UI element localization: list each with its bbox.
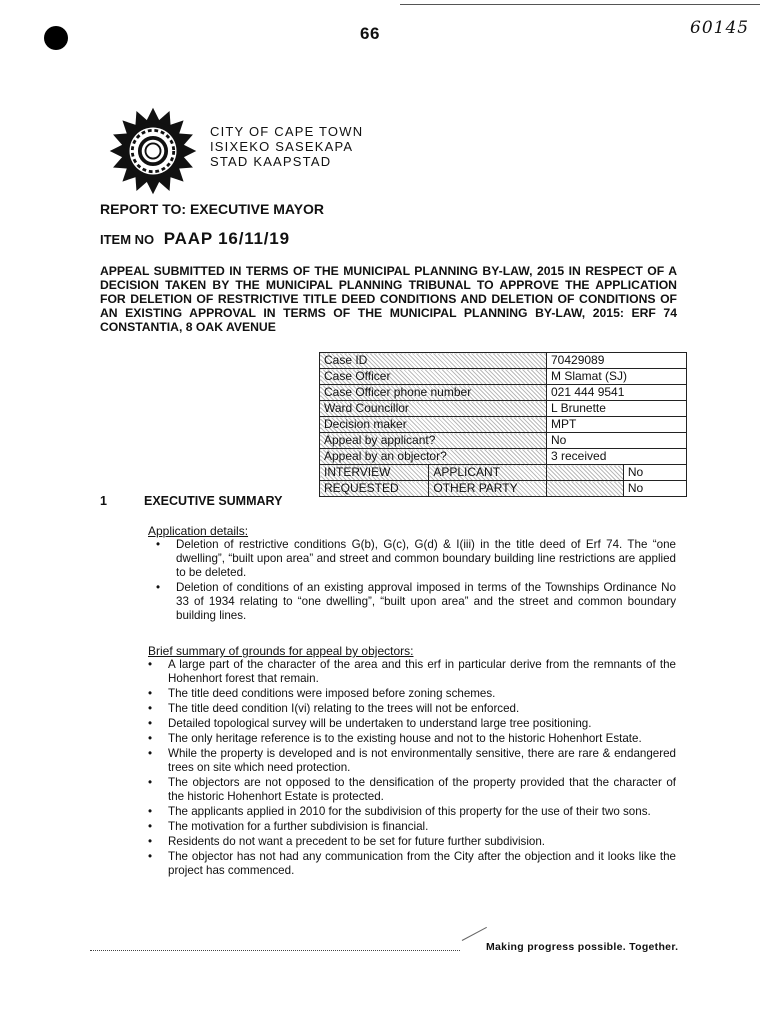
interview-cell: APPLICANT [429, 465, 547, 481]
footer-dotted-line [90, 950, 460, 951]
list-item: • Residents do not want a precedent to be set for future further subdivision. [144, 835, 676, 849]
case-row [320, 385, 687, 401]
case-row-value: MPT [547, 417, 687, 433]
interview-cell: No [623, 481, 686, 497]
list-item: • The motivation for a further subdivision is financial. [144, 820, 676, 834]
case-row [320, 433, 687, 449]
interview-cell [547, 465, 624, 481]
case-row-value: 021 444 9541 [547, 385, 687, 401]
report-to: REPORT TO: EXECUTIVE MAYOR [100, 201, 325, 217]
list-item: • The title deed conditions were imposed before zoning schemes. [144, 687, 676, 701]
list-item: • While the property is developed and is not environmentally sensitive, there are rare & endangered trees on site which need protection. [144, 747, 676, 775]
list-item: • The only heritage reference is to the existing house and not to the historic Hohenhort Estate. [144, 732, 676, 746]
city-logo-icon [106, 104, 200, 198]
case-row [320, 353, 687, 369]
organisation-name [210, 124, 363, 169]
list-item: • Deletion of restrictive conditions G(b), G(c), G(d) & I(iii) in the title deed of Erf 74. The “one dwelling”, “built upon area” and street and common boundary building line restrictions are applied to be deleted. [152, 538, 676, 580]
hole-punch-dot [44, 26, 68, 50]
case-row-label: Case Officer [320, 369, 547, 385]
case-row-label: Ward Councillor [320, 401, 547, 417]
footer-tagline: Making progress possible. Together. [486, 941, 679, 953]
item-no-label: ITEM NO [100, 232, 155, 247]
case-row-label: Case ID [320, 353, 547, 369]
interview-cell [547, 481, 624, 497]
case-row-value: L Brunette [547, 401, 687, 417]
interview-cell: REQUESTED [320, 481, 429, 497]
page-number: 66 [360, 24, 380, 43]
list-item: • Deletion of conditions of an existing approval imposed in terms of the Townships Ordinance No 33 of 1934 relating to “one dwelling”, “built upon area” and the street and common boundary building lines. [152, 581, 676, 623]
interview-cell: OTHER PARTY [429, 481, 547, 497]
handwritten-number: 60145 [690, 18, 750, 38]
item-no-value: PAAP 16/11/19 [163, 229, 290, 248]
application-details-list [152, 538, 676, 624]
grounds-list [144, 658, 676, 879]
case-row-value: No [547, 433, 687, 449]
application-details-heading: Application details: [148, 524, 249, 538]
case-info-table [319, 352, 687, 497]
list-item: • The title deed condition I(vi) relating to the trees will not be enforced. [144, 702, 676, 716]
case-row-label: Appeal by applicant? [320, 433, 547, 449]
org-line-2: ISIXEKO SASEKAPA [210, 139, 354, 154]
appeal-title: APPEAL SUBMITTED IN TERMS OF THE MUNICIPAL PLANNING BY-LAW, 2015 IN RESPECT OF A DECISION TAKEN BY THE MUNICIPAL PLANNING TRIBUNAL TO APPROVE THE APPLICATION FOR DELETION OF RESTRICTIVE TITLE DEED CONDITIONS AND DELETION OF CONDITIONS OF AN EXISTING APPROVAL IN TERMS OF THE MUNICIPAL PLANNING BY-LAW, 2015: ERF 74 CONSTANTIA, 8 OAK AVENUE [100, 264, 677, 334]
interview-row [320, 465, 687, 481]
list-item: • A large part of the character of the area and this erf in particular derive from the remnants of the Hohenhort forest that remain. [144, 658, 676, 686]
case-row-label: Appeal by an objector? [320, 449, 547, 465]
case-row [320, 401, 687, 417]
item-number [100, 229, 290, 249]
case-row-value: 70429089 [547, 353, 687, 369]
interview-row [320, 481, 687, 497]
section-number: 1 [100, 494, 107, 508]
list-item: • The applicants applied in 2010 for the subdivision of this property for the use of their two sons. [144, 805, 676, 819]
section-title: EXECUTIVE SUMMARY [144, 494, 283, 508]
list-item: • The objector has not had any communication from the City after the objection and it looks like the project has commenced. [144, 850, 676, 878]
case-row [320, 417, 687, 433]
grounds-heading: Brief summary of grounds for appeal by objectors: [148, 644, 414, 658]
org-line-1: CITY OF CAPE TOWN [210, 124, 364, 139]
case-row-label: Decision maker [320, 417, 547, 433]
interview-cell: INTERVIEW [320, 465, 429, 481]
list-item: • The objectors are not opposed to the densification of the property provided that the character of the historic Hohenhort Estate is protected. [144, 776, 676, 804]
case-row [320, 369, 687, 385]
case-row-value: M Slamat (SJ) [547, 369, 687, 385]
list-item: • Detailed topological survey will be undertaken to understand large tree positioning. [144, 717, 676, 731]
footer-slash [462, 927, 487, 941]
case-row-label: Case Officer phone number [320, 385, 547, 401]
case-row [320, 449, 687, 465]
case-row-value: 3 received [547, 449, 687, 465]
org-line-3: STAD KAAPSTAD [210, 154, 332, 169]
top-edge-line [400, 4, 760, 5]
interview-cell: No [623, 465, 686, 481]
